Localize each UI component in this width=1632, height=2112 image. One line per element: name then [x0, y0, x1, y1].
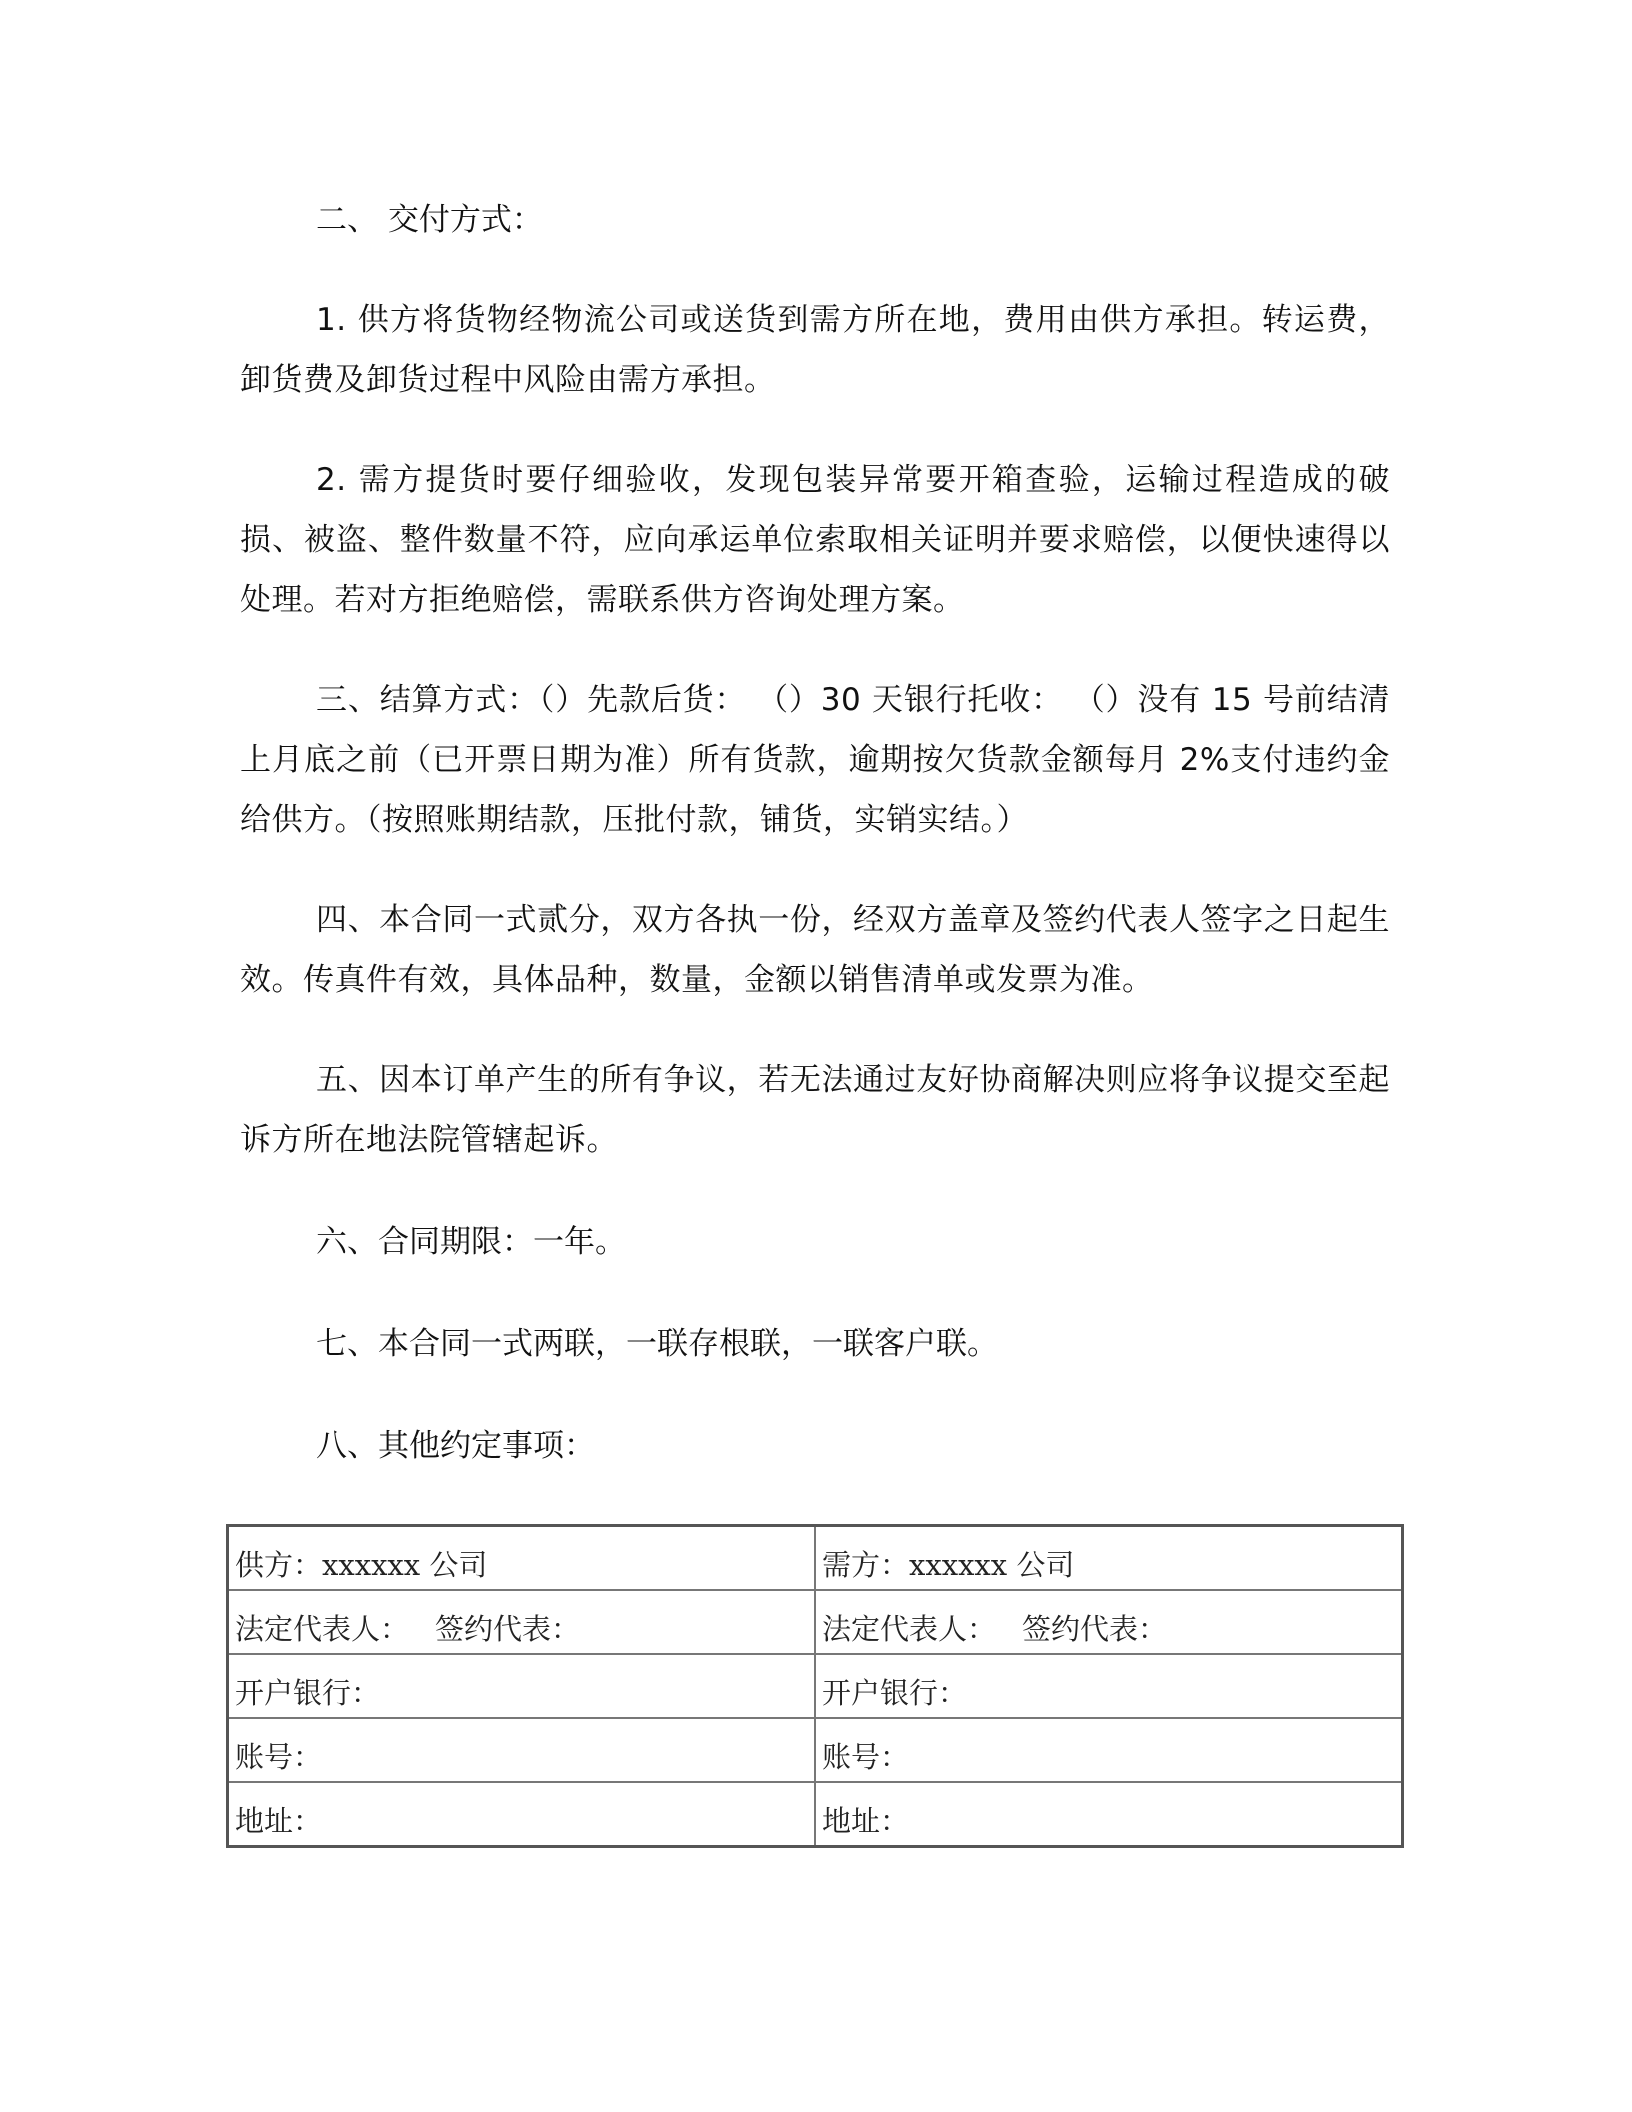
disputes-clause: 五、因本订单产生的所有争议，若无法通过友好协商解决则应将争议提交至起诉方所在地法院管辖起诉。 — [240, 1062, 1390, 1158]
buyer-address-label: 地址： — [822, 1804, 910, 1838]
supplier-party: 供方：xxxxxx 公司 — [235, 1548, 488, 1582]
delivery-clause-2: 2. 需方提货时要仔细验收，发现包装异常要开箱查验，运输过程造成的破损、被盗、整件数量不符，应向承运单位索取相关证明并要求赔偿，以便快速得以处理。若对方拒绝赔偿，需联系供方咨询处理方案。 — [240, 462, 1390, 618]
supplier-legal-rep-label: 法定代表人： — [235, 1612, 410, 1646]
supplier-address-label: 地址： — [235, 1804, 323, 1838]
settlement-clause: 三、结算方式：（）先款后货： （）30 天银行托收： （）没有 15 号前结清上月底之前（已开票日期为准）所有货款，逾期按欠货款金额每月 2%支付违约金给供方。（按照账期结款，压批付款，铺货，实销实结。） — [240, 682, 1390, 838]
buyer-reps-cell — [815, 1590, 1403, 1654]
table-row — [228, 1654, 1403, 1718]
buyer-party: 需方：xxxxxx 公司 — [822, 1548, 1075, 1582]
signature-table — [226, 1524, 1404, 1848]
supplier-reps-cell — [228, 1590, 816, 1654]
supplier-signing-rep-label: 签约代表： — [435, 1612, 581, 1646]
duplicates-clause: 七、本合同一式两联，一联存根联，一联客户联。 — [316, 1326, 998, 1362]
supplier-bank-label: 开户银行： — [235, 1676, 381, 1710]
supplier-bank-cell — [228, 1654, 816, 1718]
other-terms-heading: 八、其他约定事项： — [316, 1428, 595, 1464]
table-row — [228, 1526, 1403, 1591]
table-row — [228, 1590, 1403, 1654]
buyer-account-cell — [815, 1718, 1403, 1782]
buyer-account-label: 账号： — [822, 1740, 910, 1774]
supplier-account-cell — [228, 1718, 816, 1782]
copies-clause: 四、本合同一式贰分，双方各执一份，经双方盖章及签约代表人签字之日起生效。传真件有效，具体品种，数量，金额以销售清单或发票为准。 — [240, 902, 1390, 998]
contract-body — [240, 190, 1390, 1476]
table-row — [228, 1718, 1403, 1782]
supplier-party-cell — [228, 1526, 816, 1591]
term-clause: 六、合同期限：一年。 — [316, 1224, 626, 1260]
buyer-party-cell — [815, 1526, 1403, 1591]
buyer-bank-label: 开户银行： — [822, 1676, 968, 1710]
delivery-heading: 二、 交付方式： — [316, 202, 543, 238]
supplier-account-label: 账号： — [235, 1740, 323, 1774]
buyer-address-cell — [815, 1782, 1403, 1847]
delivery-clause-1: 1. 供方将货物经物流公司或送货到需方所在地，费用由供方承担。转运费，卸货费及卸货过程中风险由需方承担。 — [240, 302, 1390, 398]
supplier-address-cell — [228, 1782, 816, 1847]
buyer-bank-cell — [815, 1654, 1403, 1718]
table-row — [228, 1782, 1403, 1847]
buyer-signing-rep-label: 签约代表： — [1022, 1612, 1168, 1646]
buyer-legal-rep-label: 法定代表人： — [822, 1612, 997, 1646]
